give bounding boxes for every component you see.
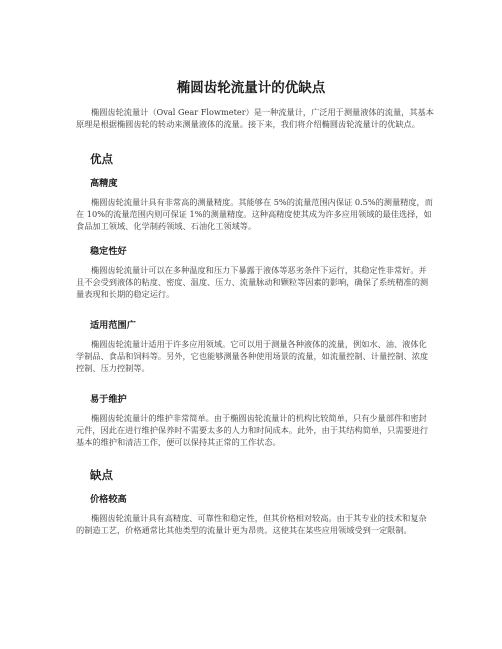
wide-application-paragraph: 椭圆齿轮流量计适用于许多应用领域。它可以用于测量各种液体的流量，例如水、油、液体化学制品、食品和饲料等。另外，它也能够测量各种使用场景的流量，如流量控制、计量控制、浓度控制、压力控制等。	[76, 339, 429, 374]
disadvantages-heading: 缺点	[90, 468, 113, 482]
stability-heading: 稳定性好	[90, 246, 127, 257]
high-accuracy-heading: 高精度	[90, 178, 118, 189]
easy-maintenance-paragraph: 椭圆齿轮流量计的维护非常简单。由于椭圆齿轮流量计的机构比较简单，只有少量部件和密封元件，因此在进行维护保养时不需要太多的人力和时间成本。此外，由于其结构简单，只需要进行基本的维护和清洁工作，便可以保持其正常的工作状态。	[76, 413, 429, 448]
wide-application-heading: 适用范围广	[90, 320, 136, 331]
high-price-heading: 价格较高	[90, 494, 127, 505]
high-accuracy-paragraph: 椭圆齿轮流量计具有非常高的测量精度。其能够在 5%的流量范围内保证 0.5%的测量精度，而在 10%的流量范围内则可保证 1%的测量精度。这种高精度使其成为许多应用领域的最佳选择，如食品加工领域、化学制药领域、石油化工领域等。	[76, 197, 433, 232]
easy-maintenance-heading: 易于维护	[90, 394, 127, 405]
advantages-heading: 优点	[90, 152, 113, 166]
stability-paragraph: 椭圆齿轮流量计可以在多种温度和压力下暴露于液体等恶劣条件下运行，其稳定性非常好。并且不会受到液体的粘度、密度、温度、压力、流量脉动和颗粒等因素的影响，确保了系统精准的测量表现和长期的稳定运行。	[76, 265, 429, 300]
document-title: 椭圆齿轮流量计的优缺点	[176, 80, 326, 96]
high-price-paragraph: 椭圆齿轮流量计具有高精度、可靠性和稳定性，但其价格相对较高。由于其专业的技术和复杂的制造工艺，价格通常比其他类型的流量计更为昂贵。这使其在某些应用领域受到一定限制。	[76, 513, 427, 536]
intro-paragraph: 椭圆齿轮流量计（Oval Gear Flowmeter）是一种流量计，广泛用于测量液体的流量，其基本原理是根据椭圆齿轮的转动来测量液体的流量。接下来，我们将介绍椭圆齿轮流量计的优缺点。	[76, 107, 434, 130]
